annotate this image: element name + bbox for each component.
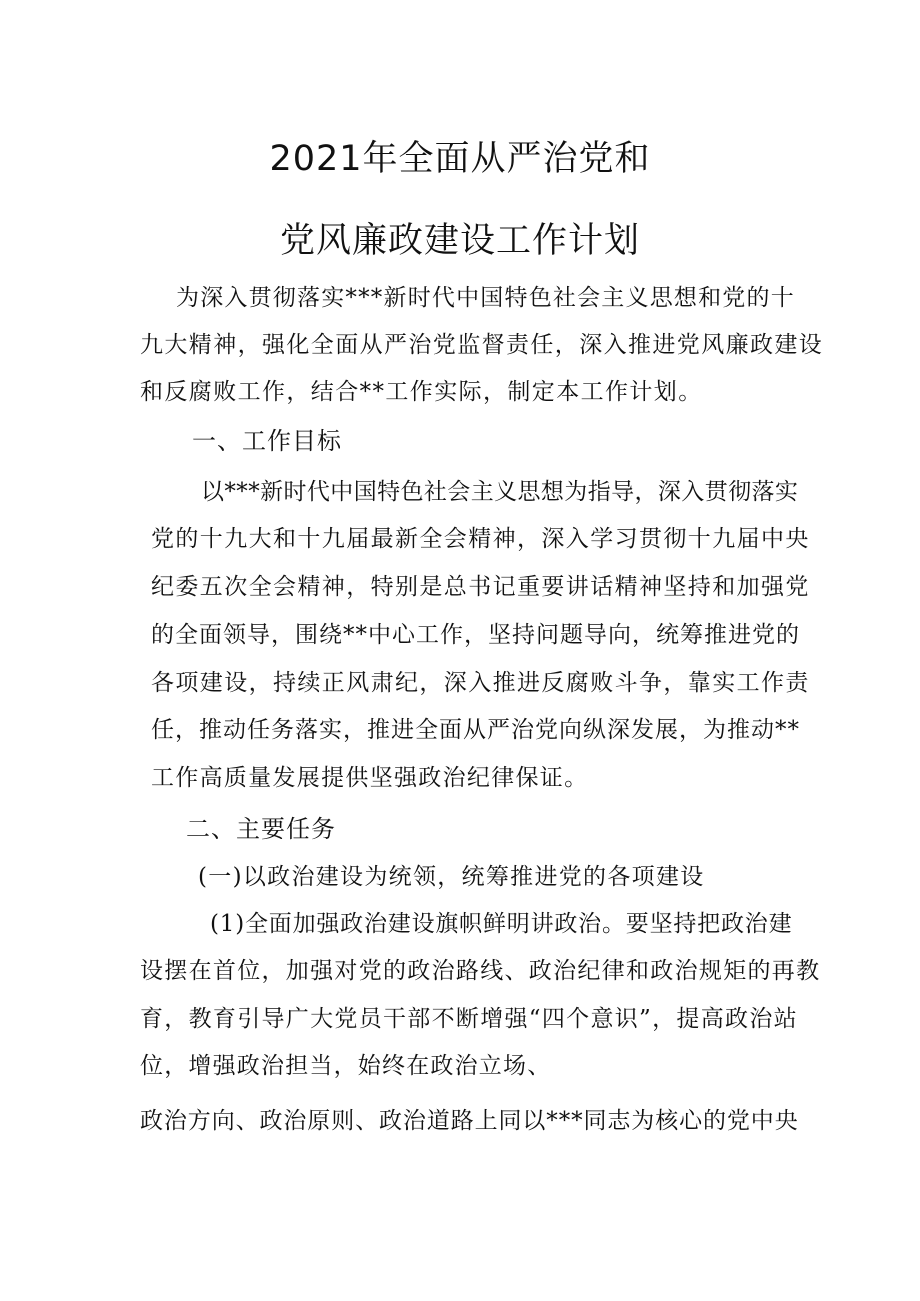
item-1-line-2: 设摆在首位，加强对党的政治路线、政治纪律和政治规矩的再教 — [140, 958, 821, 984]
item-1-line-3: 育，教育引导广大党员干部不断增强“四个意识”，提高政治站 — [140, 1006, 798, 1032]
section-1-line-1: 以***新时代中国特色社会主义思想为指导，深入贯彻落实 — [201, 479, 799, 505]
item-1-line-1: (1)全面加强政治建设旗帜鲜明讲政治。要坚持把政治建 — [210, 911, 793, 937]
intro-line-1: 为深入贯彻落实***新时代中国特色社会主义思想和党的十 — [176, 285, 795, 311]
section-2-heading: 二、主要任务 — [186, 815, 336, 843]
section-1-line-6: 任，推动任务落实，推进全面从严治党向纵深发展，为推动** — [151, 717, 800, 743]
section-1-line-3: 纪委五次全会精神，特别是总书记重要讲话精神坚持和加强党 — [151, 574, 810, 600]
item-1-line-4: 位，增强政治担当，始终在政治立场、 — [140, 1053, 552, 1079]
section-1-line-2: 党的十九大和十九届最新全会精神，深入学习贯彻十九届中央 — [151, 526, 810, 552]
intro-line-3: 和反腐败工作，结合**工作实际，制定本工作计划。 — [140, 379, 703, 405]
section-1-line-4: 的全面领导，围绕**中心工作，坚持问题导向，统筹推进党的 — [151, 622, 800, 648]
section-1-line-7: 工作高质量发展提供坚强政治纪律保证。 — [151, 765, 589, 791]
document-title-line-1: 2021年全面从严治党和 — [269, 139, 651, 179]
intro-line-2: 九大精神，强化全面从严治党监督责任，深入推进党风廉政建设 — [140, 332, 824, 358]
item-1-line-5: 政治方向、政治原则、政治道路上同以***同志为核心的党中央 — [140, 1108, 799, 1134]
section-2-subheading: (一)以政治建设为统领，统筹推进党的各项建设 — [198, 864, 705, 890]
section-1-heading: 一、工作目标 — [192, 427, 342, 455]
document-title-line-2: 党风廉政建设工作计划 — [279, 221, 640, 261]
section-1-line-5: 各项建设，持续正风肃纪，深入推进反腐败斗争，靠实工作责 — [151, 670, 810, 696]
